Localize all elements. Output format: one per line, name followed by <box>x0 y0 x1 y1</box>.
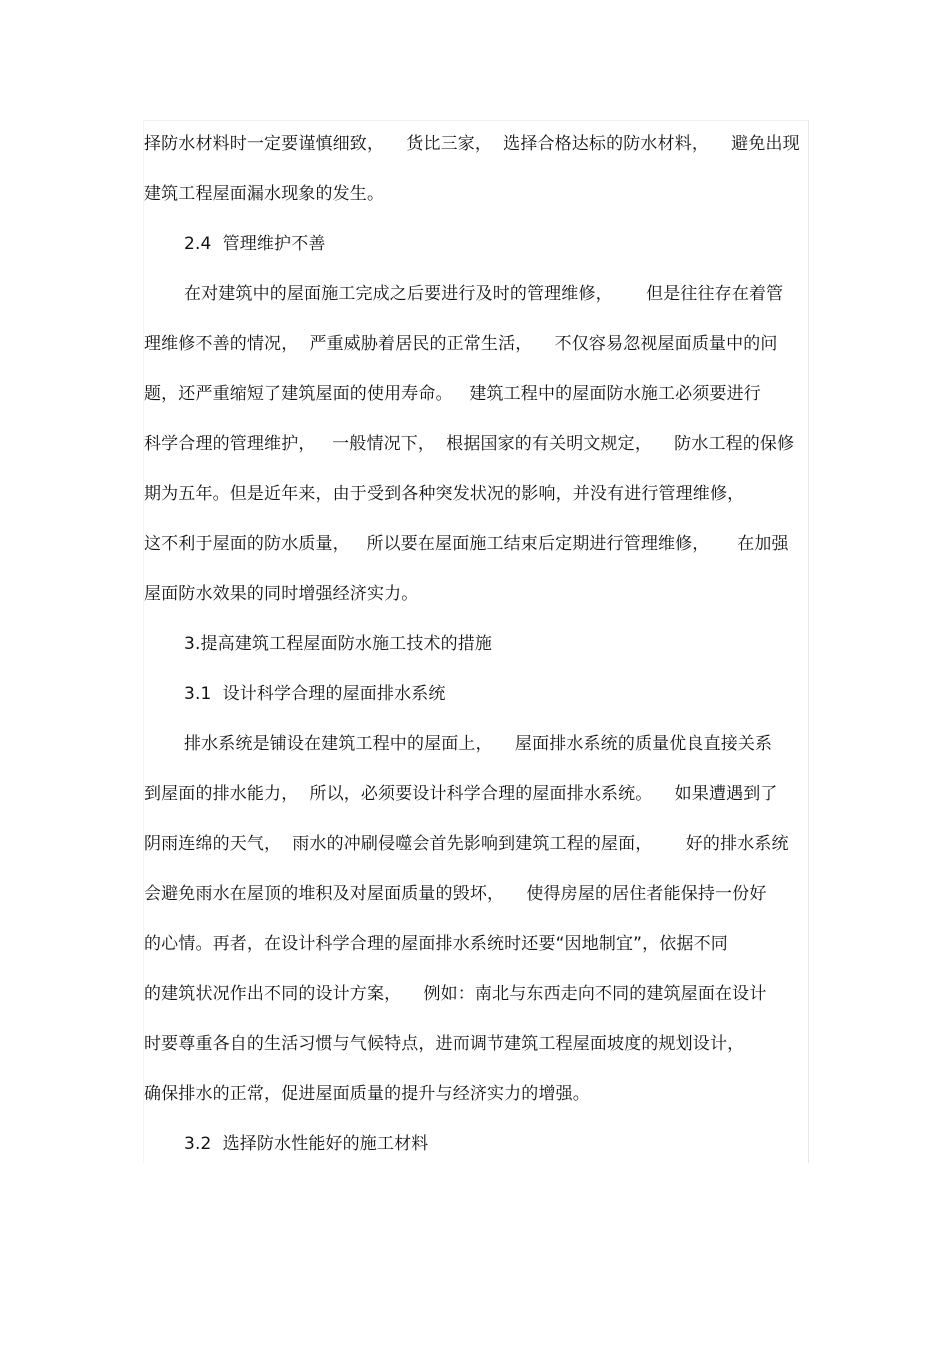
document-page <box>143 120 809 1163</box>
text-line-20: 确保排水的正常，促进屋面质量的提升与经济实力的增强。 <box>144 1084 590 1104</box>
text-line-8: 期为五年。但是近年来，由于受到各种突发状况的影响，并没有进行管理维修， <box>144 484 745 504</box>
text-line-5: 理维修不善的情况， 严重威胁着居民的正常生活， 不仅容易忽视屋面质量中的问 <box>144 334 778 354</box>
text-line-7: 科学合理的管理维护， 一般情况下， 根据国家的有关明文规定， 防水工程的保修 <box>144 434 795 454</box>
text-line-2: 建筑工程屋面漏水现象的发生。 <box>144 184 385 204</box>
section-heading-3-2: 3.2 选择防水性能好的施工材料 <box>184 1134 429 1154</box>
text-line-18: 的建筑状况作出不同的设计方案， 例如：南北与东西走向不同的建筑屋面在设计 <box>144 984 767 1004</box>
text-line-17: 的心情。再者，在设计科学合理的屋面排水系统时还要“因地制宜”，依据不同 <box>144 934 728 954</box>
text-line-14: 到屋面的排水能力， 所以，必须要设计科学合理的屋面排水系统。 如果遭遇到了 <box>144 784 778 804</box>
text-line-10: 屋面防水效果的同时增强经济实力。 <box>144 584 419 604</box>
text-line-1: 择防水材料时一定要谨慎细致， 货比三家， 选择合格达标的防水材料， 避免出现 <box>144 134 800 154</box>
text-line-15: 阴雨连绵的天气， 雨水的冲刷侵噬会首先影响到建筑工程的屋面， 好的排水系统 <box>144 834 789 854</box>
section-heading-2-4: 2.4 管理维护不善 <box>184 234 326 254</box>
text-line-19: 时要尊重各自的生活习惯与气候特点，进而调节建筑工程屋面坡度的规划设计， <box>144 1034 745 1054</box>
text-line-6: 题，还严重缩短了建筑屋面的使用寿命。 建筑工程中的屋面防水施工必须要进行 <box>144 384 761 404</box>
section-heading-3-1: 3.1 设计科学合理的屋面排水系统 <box>184 684 446 704</box>
text-line-9: 这不利于屋面的防水质量， 所以要在屋面施工结束后定期进行管理维修， 在加强 <box>144 534 789 554</box>
text-line-4: 在对建筑中的屋面施工完成之后要进行及时的管理维修， 但是往往存在着管 <box>184 284 784 304</box>
section-heading-3: 3.提高建筑工程屋面防水施工技术的措施 <box>184 634 493 654</box>
text-line-16: 会避免雨水在屋顶的堆积及对屋面质量的毁坏， 使得房屋的居住者能保持一份好 <box>144 884 767 904</box>
text-line-13: 排水系统是铺设在建筑工程中的屋面上， 屋面排水系统的质量优良直接关系 <box>184 734 773 754</box>
